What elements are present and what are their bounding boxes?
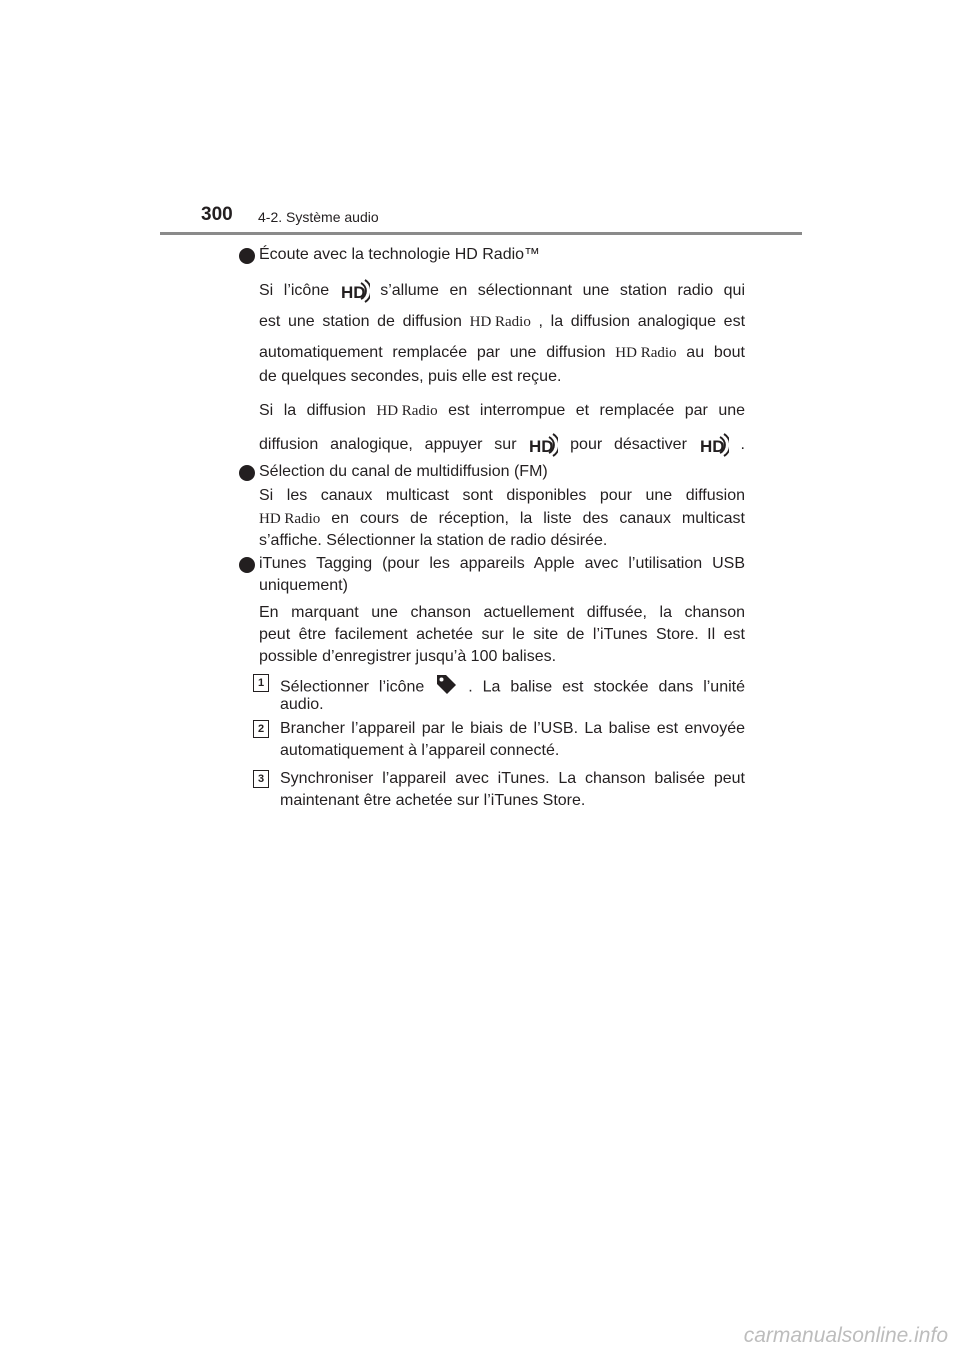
item-title: Sélection du canal de multidiffusion (FM): [259, 463, 548, 480]
paragraph-line: possible d’enregistrer jusqu’à 100 balises.: [259, 648, 557, 665]
hd-radio-icon: [528, 432, 558, 458]
hd-radio-icon: [340, 278, 370, 304]
paragraph-line: peut être facilement achetée sur le site de l’iTunes Store. Il est: [259, 626, 745, 643]
paragraph-line: de quelques secondes, puis elle est reçue.: [259, 368, 562, 385]
paragraph-line: Si l’icône s’allume en sélectionnant une station radio qui: [259, 278, 745, 304]
header-rule: [160, 232, 802, 235]
step-number: 1: [253, 674, 269, 692]
paragraph-line: En marquant une chanson actuellement diffusée, la chanson: [259, 604, 745, 621]
watermark: carmanualsonline.info: [743, 1324, 948, 1347]
paragraph-line: automatiquement remplacée par une diffusion HD Radio au bout: [259, 342, 745, 364]
paragraph-line: HD Radio en cours de réception, la liste des canaux multicast: [259, 508, 745, 530]
page-header: [0, 0, 960, 236]
paragraph-line: Si la diffusion HD Radio est interrompue et remplacée par une: [259, 400, 745, 422]
paragraph-line: Si les canaux multicast sont disponibles pour une diffusion: [259, 487, 745, 504]
item-title: Écoute avec la technologie HD Radio™: [259, 246, 541, 263]
paragraph-line: est une station de diffusion HD Radio , la diffusion analogique est: [259, 311, 745, 333]
item-title: iTunes Tagging (pour les appareils Apple avec l’utilisation USB: [259, 555, 745, 572]
section-title: 4-2. Système audio: [258, 209, 379, 225]
item-title: uniquement): [259, 577, 348, 594]
step-number: 3: [253, 770, 269, 788]
bullet: [239, 465, 255, 481]
paragraph-line: diffusion analogique, appuyer sur pour désactiver .: [259, 432, 745, 458]
hd-radio-wordmark: HD Radio: [376, 403, 438, 419]
step-number: 2: [253, 720, 269, 738]
page-number: 300: [201, 204, 233, 225]
hd-radio-wordmark: HD Radio: [615, 345, 677, 361]
paragraph-line: s’affiche. Sélectionner la station de radio désirée.: [259, 532, 608, 549]
step-line: automatiquement à l’appareil connecté.: [280, 742, 560, 759]
hd-radio-icon: [699, 432, 729, 458]
step-line: Sélectionner l’icône . La balise est stockée dans l’unité: [280, 672, 745, 703]
step-line: maintenant être achetée sur l’iTunes Store.: [280, 792, 586, 809]
bullet: [239, 557, 255, 573]
hd-radio-wordmark: HD Radio: [469, 314, 531, 330]
hd-radio-wordmark: HD Radio: [259, 511, 321, 527]
step-line: Brancher l’appareil par le biais de l’USB. La balise est envoyée: [280, 720, 745, 737]
bullet: [239, 248, 255, 264]
step-line: Synchroniser l’appareil avec iTunes. La chanson balisée peut: [280, 770, 745, 787]
step-line: audio.: [280, 696, 324, 713]
